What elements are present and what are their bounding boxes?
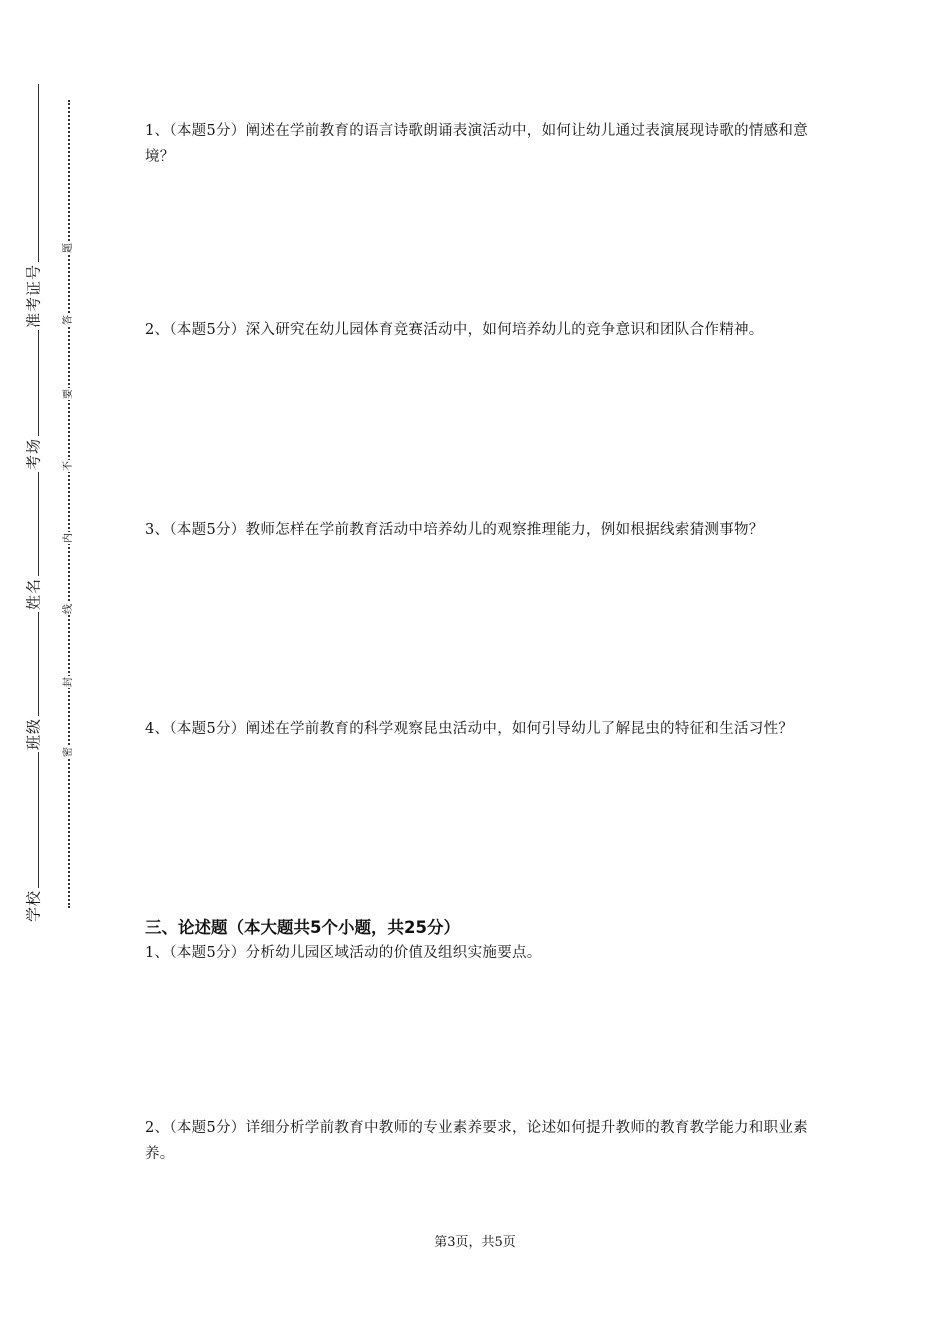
section-title: 三、论述题（本大题共5个小题，共25分）	[145, 918, 460, 937]
question-item: 1、（本题5分）分析幼儿园区域活动的价值及组织实施要点。	[145, 945, 542, 961]
question-item: 2、（本题5分）深入研究在幼儿园体育竞赛活动中，如何培养幼儿的竞争意识和团队合作精神。	[145, 322, 764, 338]
question-item: 4、（本题5分）阐述在学前教育的科学观察昆虫活动中，如何引导幼儿了解昆虫的特征和生活习性？	[145, 721, 794, 737]
question-item: 3、（本题5分）教师怎样在学前教育活动中培养幼儿的观察推理能力，例如根据线索猜测事物？	[145, 522, 764, 538]
question-item: 2、（本题5分）详细分析学前教育中教师的专业素养要求，论述如何提升教师的教育教学能力和职业素养。	[145, 1120, 808, 1162]
binding-dotted-line	[68, 100, 70, 908]
page-footer: 第3页，共5页	[434, 1235, 516, 1250]
binding-solid-line	[38, 84, 39, 924]
question-item: 1、（本题5分）阐述在学前教育的语言诗歌朗诵表演活动中，如何让幼儿通过表演展现诗歌的情感和意境？	[145, 123, 808, 165]
